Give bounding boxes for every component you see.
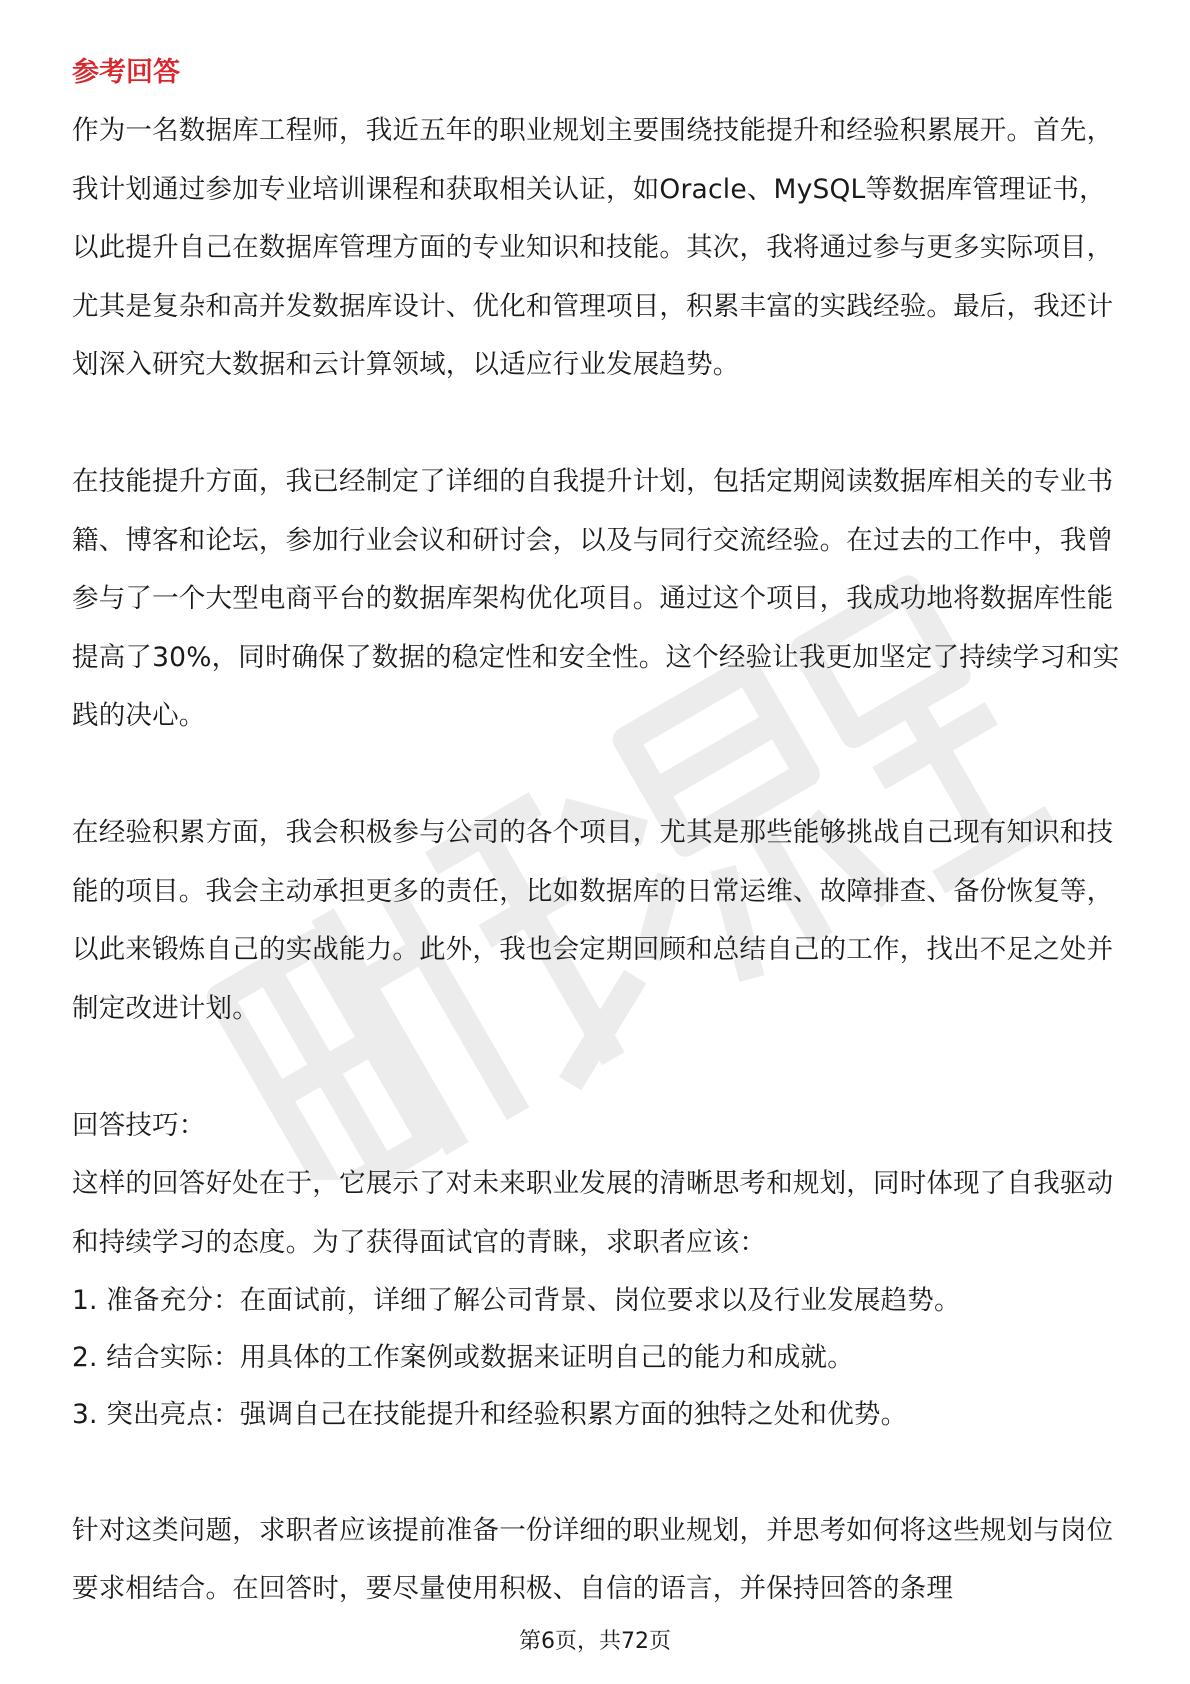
tips-item-1: 1. 准备充分：在面试前，详细了解公司背景、岗位要求以及行业发展趋势。	[72, 1285, 961, 1316]
page-number-footer: 第6页，共72页	[519, 1629, 671, 1654]
answer-paragraph-1: 作为一名数据库工程师，我近五年的职业规划主要围绕技能提升和经验积累展开。首先，我计划通过参加专业培训课程和获取相关认证，如Oracle、MySQL等数据库管理证书，以此提升自己在数据库管理方面的专业知识和技能。其次，我将通过参与更多实际项目，尤其是复杂和高并发数据库设计、优化和管理项目，积累丰富的实践经验。最后，我还计划深入研究大数据和云计算领域，以适应行业发展趋势。	[72, 115, 1114, 380]
answer-paragraph-2: 在技能提升方面，我已经制定了详细的自我提升计划，包括定期阅读数据库相关的专业书籍、博客和论坛，参加行业会议和研讨会，以及与同行交流经验。在过去的工作中，我曾参与了一个大型电商平台的数据库架构优化项目。通过这个项目，我成功地将数据库性能提高了30%，同时确保了数据的稳定性和安全性。这个经验让我更加坚定了持续学习和实践的决心。	[72, 466, 1120, 731]
content-area	[72, 44, 1122, 1619]
tips-label: 回答技巧：	[72, 1109, 206, 1141]
tips-intro: 这样的回答好处在于，它展示了对未来职业发展的清晰思考和规划，同时体现了自我驱动和持续学习的态度。为了获得面试官的青睐，求职者应该：	[72, 1168, 1114, 1258]
tips-item-3: 3. 突出亮点：强调自己在技能提升和经验积累方面的独特之处和优势。	[72, 1399, 908, 1430]
tips-item-2: 2. 结合实际：用具体的工作案例或数据来证明自己的能力和成就。	[72, 1342, 854, 1373]
answer-paragraph-3: 在经验积累方面，我会积极参与公司的各个项目，尤其是那些能够挑战自己现有知识和技能的项目。我会主动承担更多的责任，比如数据库的日常运维、故障排查、备份恢复等，以此来锻炼自己的实战能力。此外，我也会定期回顾和总结自己的工作，找出不足之处并制定改进计划。	[72, 817, 1114, 1024]
reference-answer-heading: 参考回答	[72, 57, 180, 88]
closing-paragraph: 针对这类问题，求职者应该提前准备一份详细的职业规划，并思考如何将这些规划与岗位要求相结合。在回答时，要尽量使用积极、自信的语言，并保持回答的条理	[72, 1514, 1114, 1604]
